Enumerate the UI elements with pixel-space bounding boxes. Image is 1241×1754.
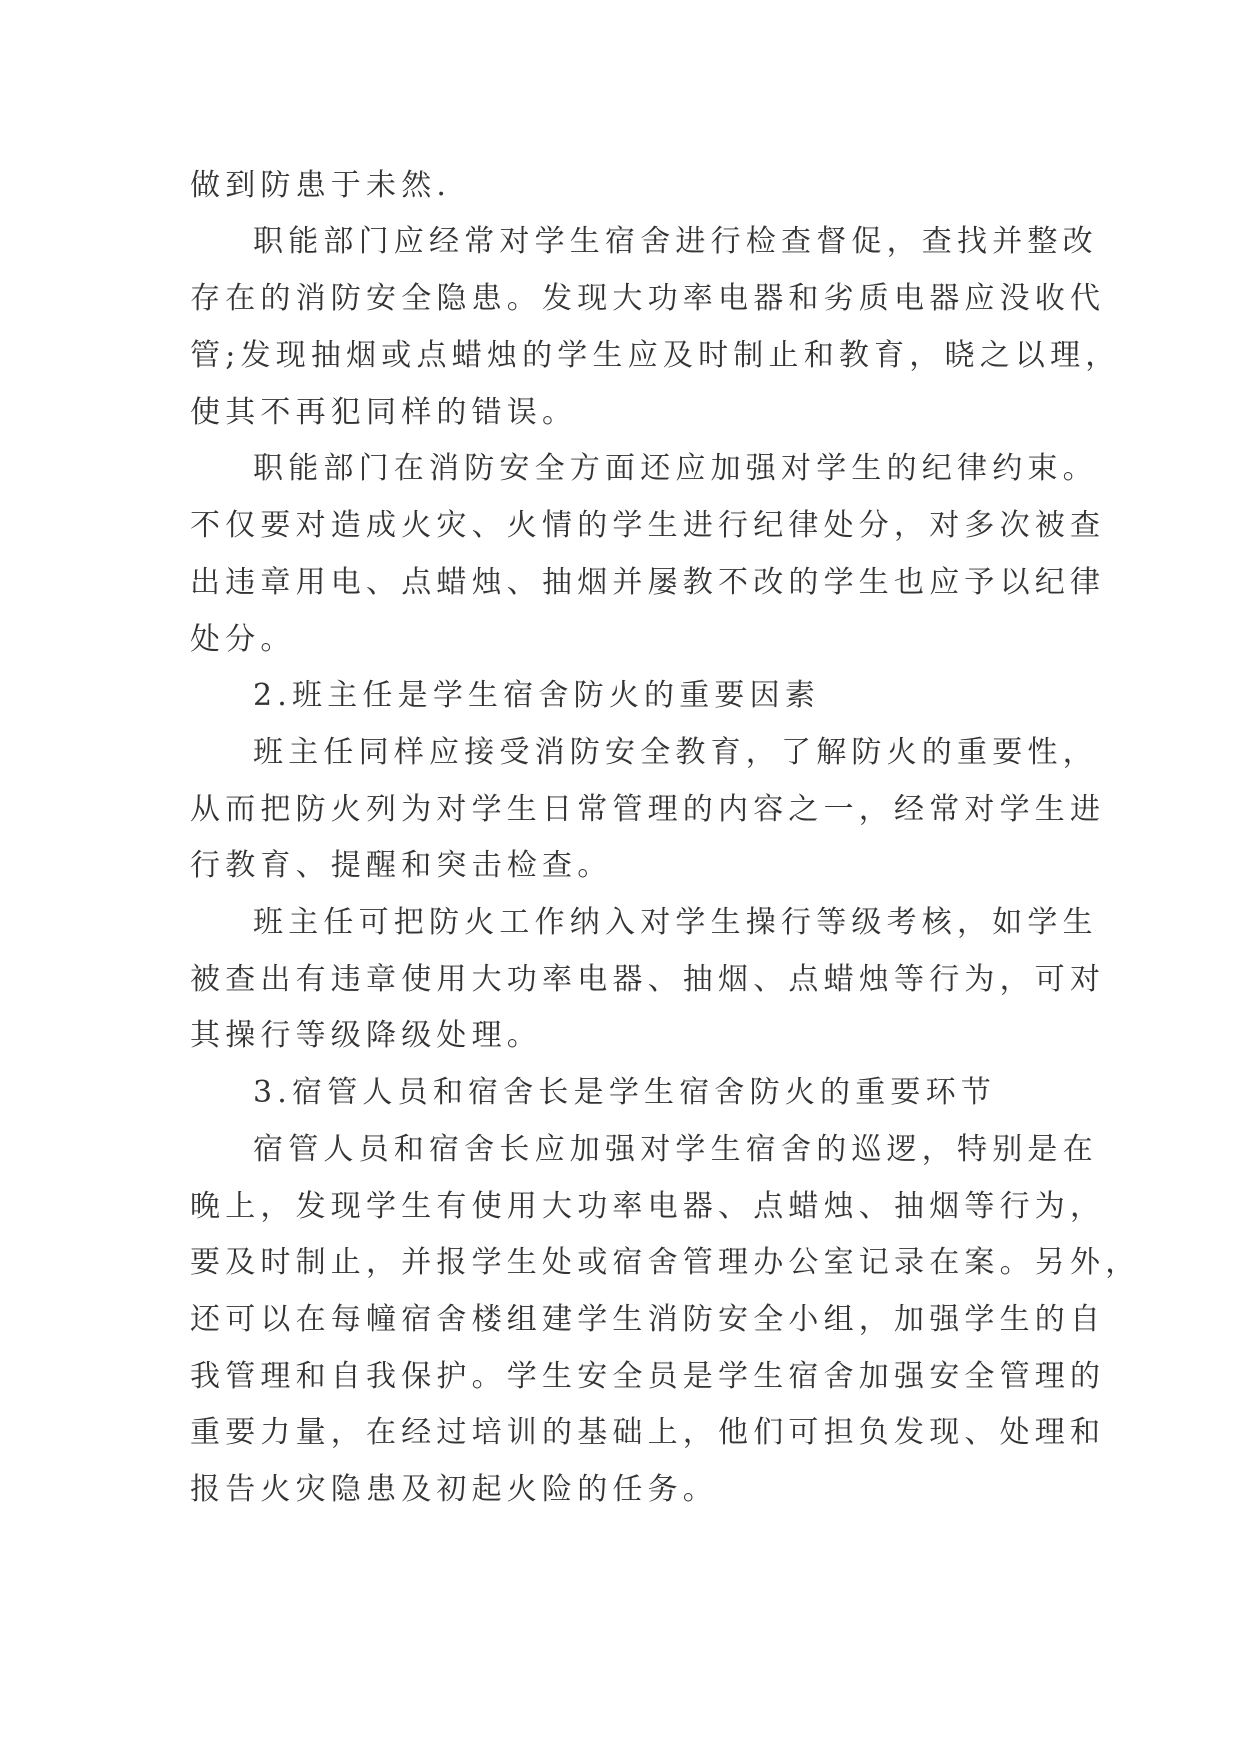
paragraph-line: 重要力量，在经过培训的基础上，他们可担负发现、处理和 (190, 1415, 1106, 1450)
paragraph-line: 做到防患于未然. (190, 168, 452, 203)
paragraph-line: 存在的消防安全隐患。发现大功率电器和劣质电器应没收代 (190, 281, 1106, 316)
paragraph-line: 使其不再犯同样的错误。 (190, 395, 578, 430)
paragraph-line: 要及时制止，并报学生处或宿舍管理办公室记录在案。另外， (190, 1245, 1141, 1280)
paragraph-line: 班主任可把防火工作纳入对学生操行等级考核，如学生 (253, 905, 1098, 940)
paragraph-line: 行教育、提醒和突击检查。 (190, 848, 613, 883)
paragraph-line: 职能部门在消防安全方面还应加强对学生的纪律约束。 (253, 451, 1098, 486)
paragraph-line: 宿管人员和宿舍长应加强对学生宿舍的巡逻，特别是在 (253, 1132, 1098, 1167)
paragraph-line: 不仅要对造成火灾、火情的学生进行纪律处分，对多次被查 (190, 508, 1106, 543)
section-heading: 2.班主任是学生宿舍防火的重要因素 (253, 678, 821, 713)
paragraph-line: 管;发现抽烟或点蜡烛的学生应及时制止和教育，晓之以理， (190, 338, 1121, 373)
paragraph-line: 晚上，发现学生有使用大功率电器、点蜡烛、抽烟等行为， (190, 1189, 1106, 1224)
paragraph-line: 职能部门应经常对学生宿舍进行检查督促，查找并整改 (253, 224, 1098, 259)
paragraph-line: 还可以在每幢宿舍楼组建学生消防安全小组，加强学生的自 (190, 1302, 1106, 1337)
paragraph-line: 班主任同样应接受消防安全教育，了解防火的重要性， (253, 735, 1098, 770)
paragraph-line: 其操行等级降级处理。 (190, 1018, 542, 1053)
section-heading: 3.宿管人员和宿舍长是学生宿舍防火的重要环节 (253, 1075, 997, 1110)
paragraph-line: 被查出有违章使用大功率电器、抽烟、点蜡烛等行为，可对 (190, 962, 1106, 997)
paragraph-line: 从而把防火列为对学生日常管理的内容之一，经常对学生进 (190, 792, 1106, 827)
paragraph-line: 我管理和自我保护。学生安全员是学生宿舍加强安全管理的 (190, 1359, 1106, 1394)
paragraph-line: 报告火灾隐患及初起火险的任务。 (190, 1472, 718, 1507)
paragraph-line: 处分。 (190, 622, 296, 657)
paragraph-line: 出违章用电、点蜡烛、抽烟并屡教不改的学生也应予以纪律 (190, 565, 1106, 600)
